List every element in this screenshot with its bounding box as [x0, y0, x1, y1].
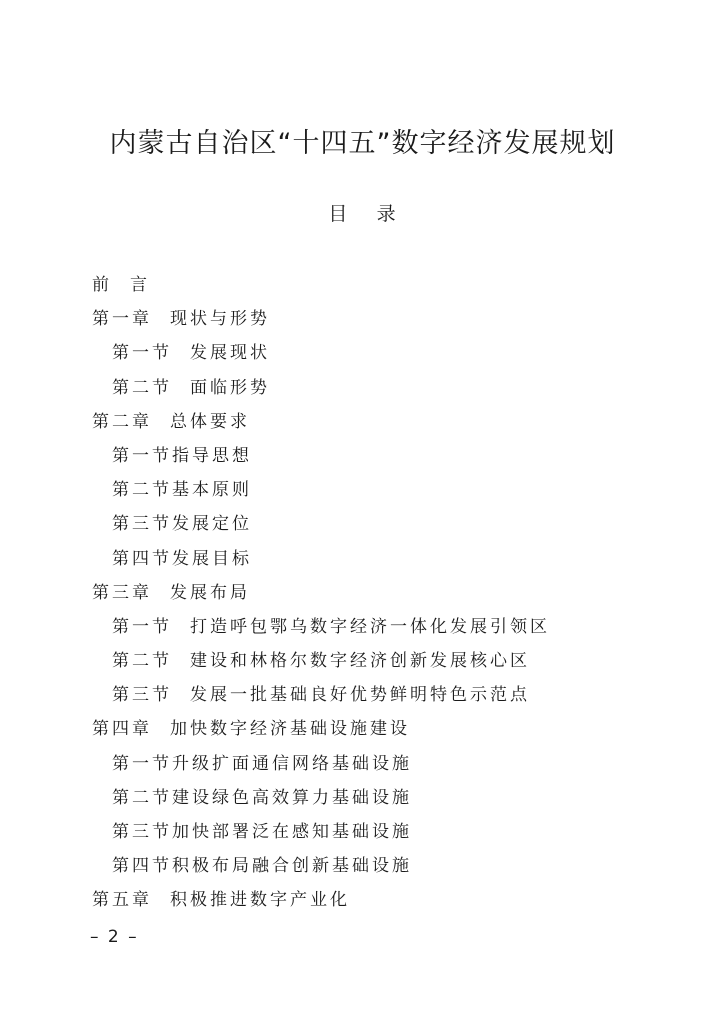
- toc-entry-title: 面临形势: [190, 377, 270, 398]
- toc-entry-title: 加快数字经济基础设施建设: [170, 719, 410, 740]
- toc-entry-title: 发展现状: [190, 343, 270, 364]
- toc-entry-title: 基本原则: [172, 480, 252, 501]
- toc-entry-number: 第一节: [112, 343, 172, 364]
- toc-entry-title: 发展目标: [172, 548, 252, 569]
- toc-entry-title: 建设绿色高效算力基础设施: [172, 787, 412, 808]
- toc-entry-section: [92, 785, 652, 819]
- toc-entry-number: 第三节: [112, 685, 172, 706]
- toc-entry-title: 言: [130, 275, 150, 295]
- toc-entry-section: [92, 853, 652, 887]
- toc-entry-section: [92, 546, 652, 580]
- document-title: 内蒙古自治区“十四五”数字经济发展规划: [109, 128, 616, 159]
- toc-entry-section: [92, 751, 652, 785]
- toc-entry-title: 建设和林格尔数字经济创新发展核心区: [190, 651, 530, 672]
- toc-entry-chapter: [92, 716, 652, 750]
- toc-entry-title: 发展布局: [170, 582, 250, 603]
- toc-entry-title: 加快部署泛在感知基础设施: [172, 822, 412, 842]
- toc-entry-section: [92, 340, 652, 374]
- page-number: – 2 –: [90, 927, 139, 947]
- toc-entry-number: 前: [92, 275, 112, 295]
- toc-entry-title: 现状与形势: [170, 309, 270, 330]
- toc-entry-chapter: [92, 887, 652, 921]
- toc-entry-title: 积极布局融合创新基础设施: [172, 856, 412, 877]
- toc-entry-title: 指导思想: [172, 445, 252, 466]
- toc-entry-section: [92, 648, 652, 682]
- toc-entry-chapter: [92, 306, 652, 340]
- toc-entry-title: 打造呼包鄂乌数字经济一体化发展引领区: [190, 616, 550, 637]
- toc-entry-section: [92, 375, 652, 409]
- toc-entry-number: 第一节: [112, 445, 172, 466]
- toc-entry-chapter: [92, 580, 652, 614]
- toc-entry-number: 第五章: [92, 890, 152, 911]
- toc-entry-number: 第四节: [112, 548, 172, 569]
- toc-entry-section: [92, 819, 652, 853]
- toc-entry-number: 第四节: [112, 856, 172, 877]
- toc-entry-title: 发展一批基础良好优势鲜明特色示范点: [190, 685, 530, 706]
- toc-entry-number: 第二节: [112, 377, 172, 398]
- table-of-contents: [92, 272, 652, 922]
- toc-entry-section: [92, 511, 652, 545]
- toc-entry-number: 第二节: [112, 651, 172, 672]
- toc-entry-number: 第三章: [92, 582, 152, 603]
- toc-entry-number: 第一节: [112, 753, 172, 774]
- toc-entry-number: 第四章: [92, 719, 152, 740]
- toc-entry-section: [92, 614, 652, 648]
- toc-entry-number: 第一节: [112, 616, 172, 637]
- toc-entry-number: 第二节: [112, 480, 172, 501]
- toc-entry-number: 第一章: [92, 309, 152, 330]
- toc-entry-section: [92, 477, 652, 511]
- toc-heading: 目 录: [328, 203, 397, 225]
- toc-entry-title: 升级扩面通信网络基础设施: [172, 753, 412, 774]
- toc-entry-number: 第三节: [112, 514, 172, 535]
- toc-entry-title: 发展定位: [172, 514, 252, 535]
- toc-entry-chapter: [92, 409, 652, 443]
- toc-entry-section: [92, 443, 652, 477]
- toc-entry-number: 第二节: [112, 787, 172, 808]
- toc-entry-title: 积极推进数字产业化: [170, 890, 350, 911]
- toc-entry-number: 第二章: [92, 411, 152, 432]
- toc-entry-title: 总体要求: [170, 411, 250, 432]
- toc-entry-number: 第三节: [112, 822, 172, 842]
- toc-entry-preface: [92, 272, 652, 306]
- toc-entry-section: [92, 682, 652, 716]
